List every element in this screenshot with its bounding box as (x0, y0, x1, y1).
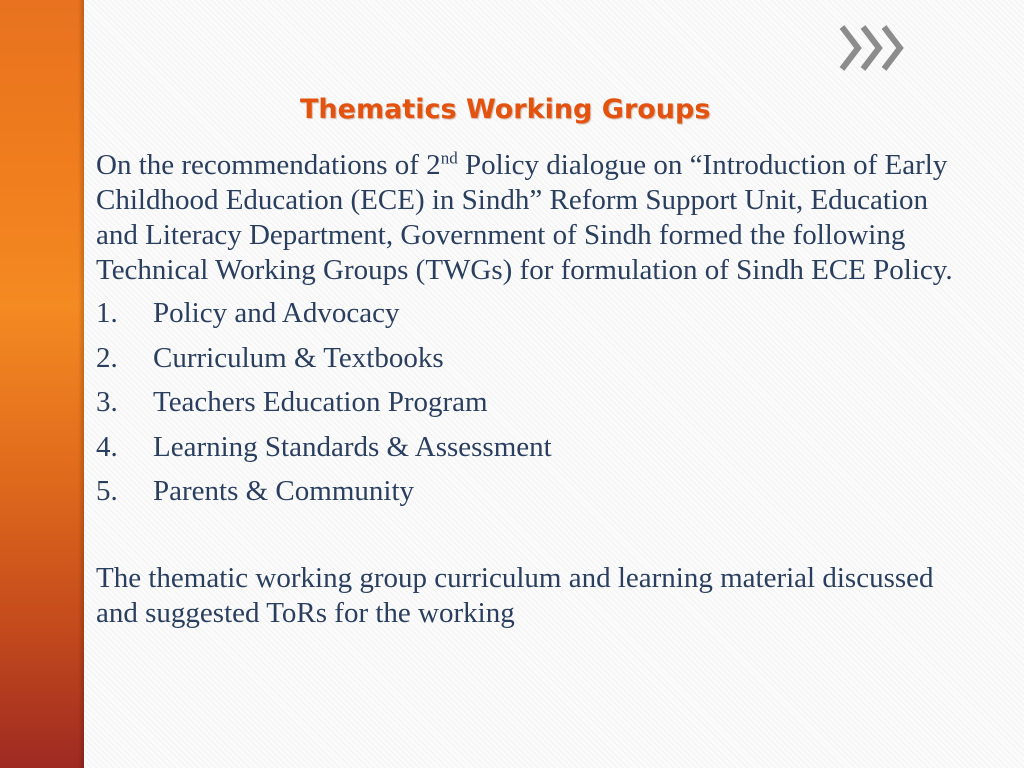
list-item-label: Parents & Community (153, 475, 414, 507)
list-item-number: 1. (96, 297, 118, 329)
intro-text-start: On the recommendations of 2 (96, 149, 441, 181)
ordinal-superscript: nd (440, 148, 458, 168)
list-item (96, 430, 956, 475)
list-item (96, 385, 956, 430)
list-item-label: Learning Standards & Assessment (153, 430, 552, 463)
intro-text-end: Policy dialogue on “Introduction of Early Childhood Education (ECE) in Sindh” Reform Support Unit, Education and Literacy Department, Government of Sindh formed the following Technical Working Groups (TWGs) for formulation of Sindh ECE Policy. (96, 149, 953, 286)
closing-paragraph: The thematic working group curriculum and learning material discussed and suggested ToRs for the working (96, 561, 934, 629)
list-item-number: 5. (96, 475, 118, 507)
list-item (96, 296, 956, 341)
list-item-number: 2. (96, 341, 118, 374)
intro-paragraph (96, 148, 956, 288)
chevron-triple-right-icon (836, 22, 912, 74)
list-item-number: 3. (96, 386, 118, 418)
working-groups-list (96, 296, 956, 519)
list-item-number: 4. (96, 430, 118, 463)
list-item (96, 474, 956, 519)
list-item (96, 341, 956, 386)
slide-body (96, 148, 956, 631)
list-item-label: Teachers Education Program (153, 386, 488, 418)
side-accent-bar (0, 0, 84, 768)
list-item-label: Policy and Advocacy (153, 297, 400, 329)
slide-title: Thematics Working Groups (300, 94, 711, 125)
list-item-label: Curriculum & Textbooks (153, 341, 444, 374)
